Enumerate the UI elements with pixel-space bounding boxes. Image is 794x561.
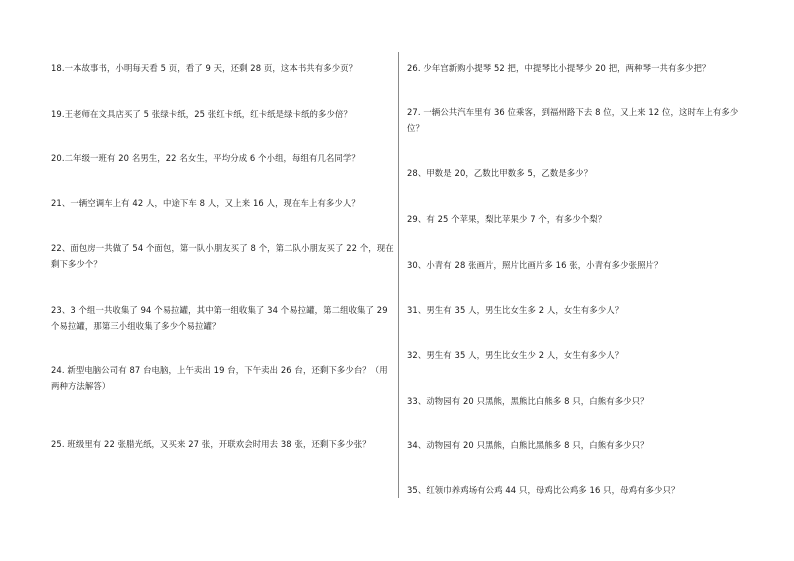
question-33: 33、动物园有 20 只黑熊，黑熊比白熊多 8 只，白熊有多少只？ (407, 396, 649, 406)
question-29: 29、有 25 个苹果，梨比苹果少 7 个，有多少个梨？ (407, 214, 607, 224)
question-19: 19.王老师在文具店买了 5 张绿卡纸，25 张红卡纸，红卡纸是绿卡纸的多少倍？ (51, 109, 352, 119)
question-35: 35、红领巾养鸡场有公鸡 44 只，母鸡比公鸡多 16 只，母鸡有多少只？ (407, 485, 680, 495)
question-25: 25. 班级里有 22 张腊光纸，又买来 27 张，开联欢会时用去 38 张，还剩下多少张？ (51, 439, 371, 449)
question-32: 32、男生有 35 人，男生比女生少 2 人，女生有多少人？ (407, 350, 624, 360)
question-30: 30、小青有 28 张画片，照片比画片多 16 张，小青有多少张照片？ (407, 260, 663, 270)
question-28: 28、甲数是 20，乙数比甲数多 5，乙数是多少？ (407, 168, 593, 178)
question-31: 31、男生有 35 人，男生比女生多 2 人，女生有多少人？ (407, 305, 624, 315)
question-18: 18.一本故事书，小明每天看 5 页，看了 9 天，还剩 28 页，这本书共有多少页？ (51, 63, 358, 73)
question-24: 24. 新型电脑公司有 87 台电脑，上午卖出 19 台，下午卖出 26 台，还剩下多少台？（用两种方法解答） (51, 365, 388, 391)
question-20: 20.二年级一班有 20 名男生，22 名女生，平均分成 6 个小组，每组有几名同学？ (51, 153, 360, 163)
question-26: 26. 少年宫新购小提琴 52 把，中提琴比小提琴少 20 把，两种琴一共有多少把？ (407, 63, 711, 73)
question-27: 27. 一辆公共汽车里有 36 位乘客，到福州路下去 8 位，又上来 12 位，这时车上有多少位？ (407, 107, 739, 133)
question-21: 21、一辆空调车上有 42 人，中途下车 8 人，又上来 16 人，现在车上有多少人？ (51, 198, 360, 208)
question-23: 23、3 个组一共收集了 94 个易拉罐，其中第一组收集了 34 个易拉罐，第二组收集了 29 个易拉罐，那第三小组收集了多少个易拉罐？ (51, 305, 388, 331)
column-divider (398, 52, 399, 498)
question-22: 22、面包房一共做了 54 个面包，第一队小朋友买了 8 个，第二队小朋友买了 22 个，现在剩下多少个？ (51, 243, 394, 269)
question-34: 34、动物园有 20 只黑熊，白熊比黑熊多 8 只，白熊有多少只？ (407, 440, 649, 450)
